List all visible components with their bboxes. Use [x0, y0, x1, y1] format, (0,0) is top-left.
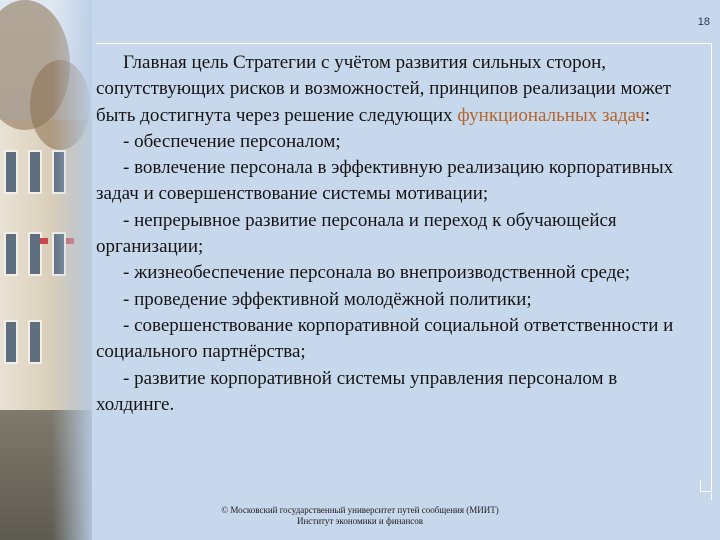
list-item: - жизнеобеспечение персонала во внепроизводственной среде; [123, 262, 631, 284]
header-divider [96, 43, 712, 44]
frame-line-right [711, 44, 712, 500]
footer-copyright: © Московский государственный университет путей сообщения (МИИТ) [221, 505, 499, 515]
flag-decoration [40, 238, 48, 244]
list-item: - непрерывное развитие персонала и переход к обучающейся организации; [96, 209, 617, 258]
building-window [28, 320, 42, 364]
intro-text: Главная цель Стратегии с учётом развития сильных сторон, сопутствующих рисков и возможностей, принципов реализации может быть достигнута через решение следующих [96, 52, 672, 126]
frame-corner-tick [700, 480, 701, 492]
intro-paragraph [96, 50, 696, 129]
building-window [28, 150, 42, 194]
building-window [4, 150, 18, 194]
list-item: - проведение эффективной молодёжной политики; [123, 288, 532, 310]
slide-body [96, 50, 696, 418]
building-window [4, 232, 18, 276]
building-photo [0, 0, 92, 540]
page-number: 18 [697, 16, 710, 28]
intro-colon: : [644, 104, 651, 126]
list-item: - совершенствование корпоративной социальной ответственности и социального партнёрства; [96, 314, 674, 363]
footer-institute: Институт экономики и финансов [296, 516, 424, 526]
photo-fade [52, 0, 92, 540]
list-item: - вовлечение персонала в эффективную реализацию корпоративных задач и совершенствование системы мотивации; [96, 157, 674, 205]
building-window [4, 320, 18, 364]
list-item: - обеспечение персоналом; [123, 130, 341, 152]
list-item: - развитие корпоративной системы управления персоналом в холдинге. [96, 367, 618, 415]
footer [180, 505, 540, 527]
intro-highlight: функциональных задач [457, 104, 645, 126]
frame-corner [700, 491, 712, 492]
